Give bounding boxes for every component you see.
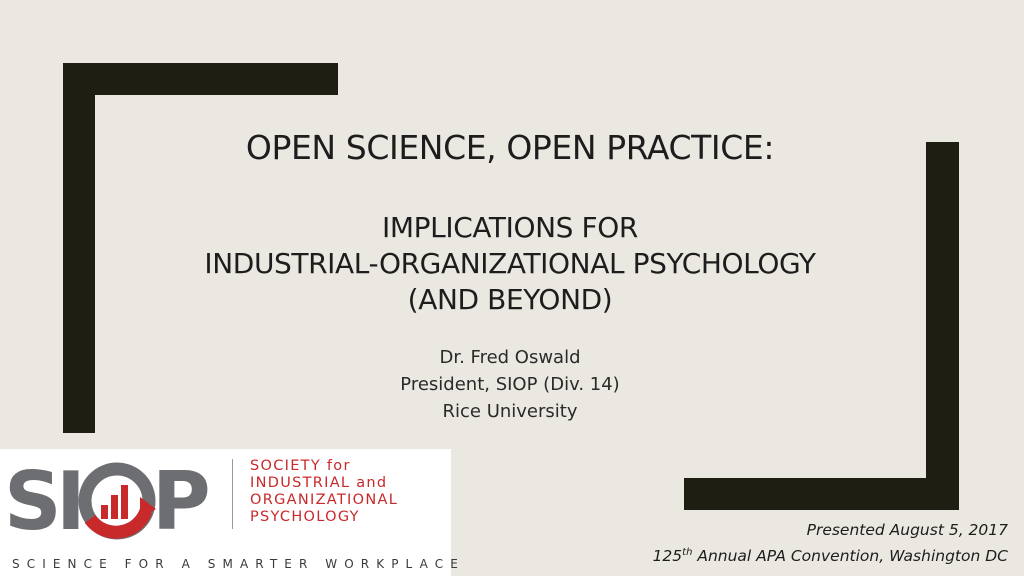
slide-subtitle-line-1: IMPLICATIONS FOR [382, 211, 638, 244]
slide-subtitle-line-3: (AND BEYOND) [407, 283, 613, 316]
logo-tagline: SCIENCE FOR A SMARTER WORKPLACE [12, 557, 465, 571]
author-affiliation: Rice University [442, 401, 578, 422]
frame-top-left-vertical [63, 63, 95, 433]
slide-title: OPEN SCIENCE, OPEN PRACTICE: [245, 128, 775, 167]
logo-text-line-3: ORGANIZATIONAL [250, 492, 399, 508]
convention-line [653, 547, 1008, 565]
frame-bottom-right-vertical [926, 142, 959, 510]
convention-number: 125 [652, 547, 683, 566]
frame-bottom-right-horizontal [684, 478, 959, 510]
siop-logo [0, 449, 465, 576]
convention-rest: Annual APA Convention, Washington DC [692, 547, 1008, 566]
logo-text-line-2: INDUSTRIAL and [250, 475, 388, 491]
logo-text-line-4: PSYCHOLOGY [250, 509, 360, 525]
logo-text-line-1: SOCIETY for [250, 458, 351, 474]
siop-logo-letter-i: I [56, 455, 86, 548]
convention-ordinal: th [682, 547, 693, 558]
siop-logo-letter-p: P [152, 455, 211, 548]
siop-logo-mark [0, 449, 240, 549]
logo-divider [232, 459, 233, 529]
siop-logo-letter-s: S [4, 455, 62, 548]
presented-date: Presented August 5, 2017 [806, 521, 1008, 539]
bar-chart-arrow-icon [85, 469, 156, 533]
author-name: Dr. Fred Oswald [439, 347, 581, 368]
author-role: President, SIOP (Div. 14) [400, 374, 620, 395]
slide-subtitle-line-2: INDUSTRIAL-ORGANIZATIONAL PSYCHOLOGY [204, 247, 816, 280]
frame-top-left-horizontal [63, 63, 338, 95]
